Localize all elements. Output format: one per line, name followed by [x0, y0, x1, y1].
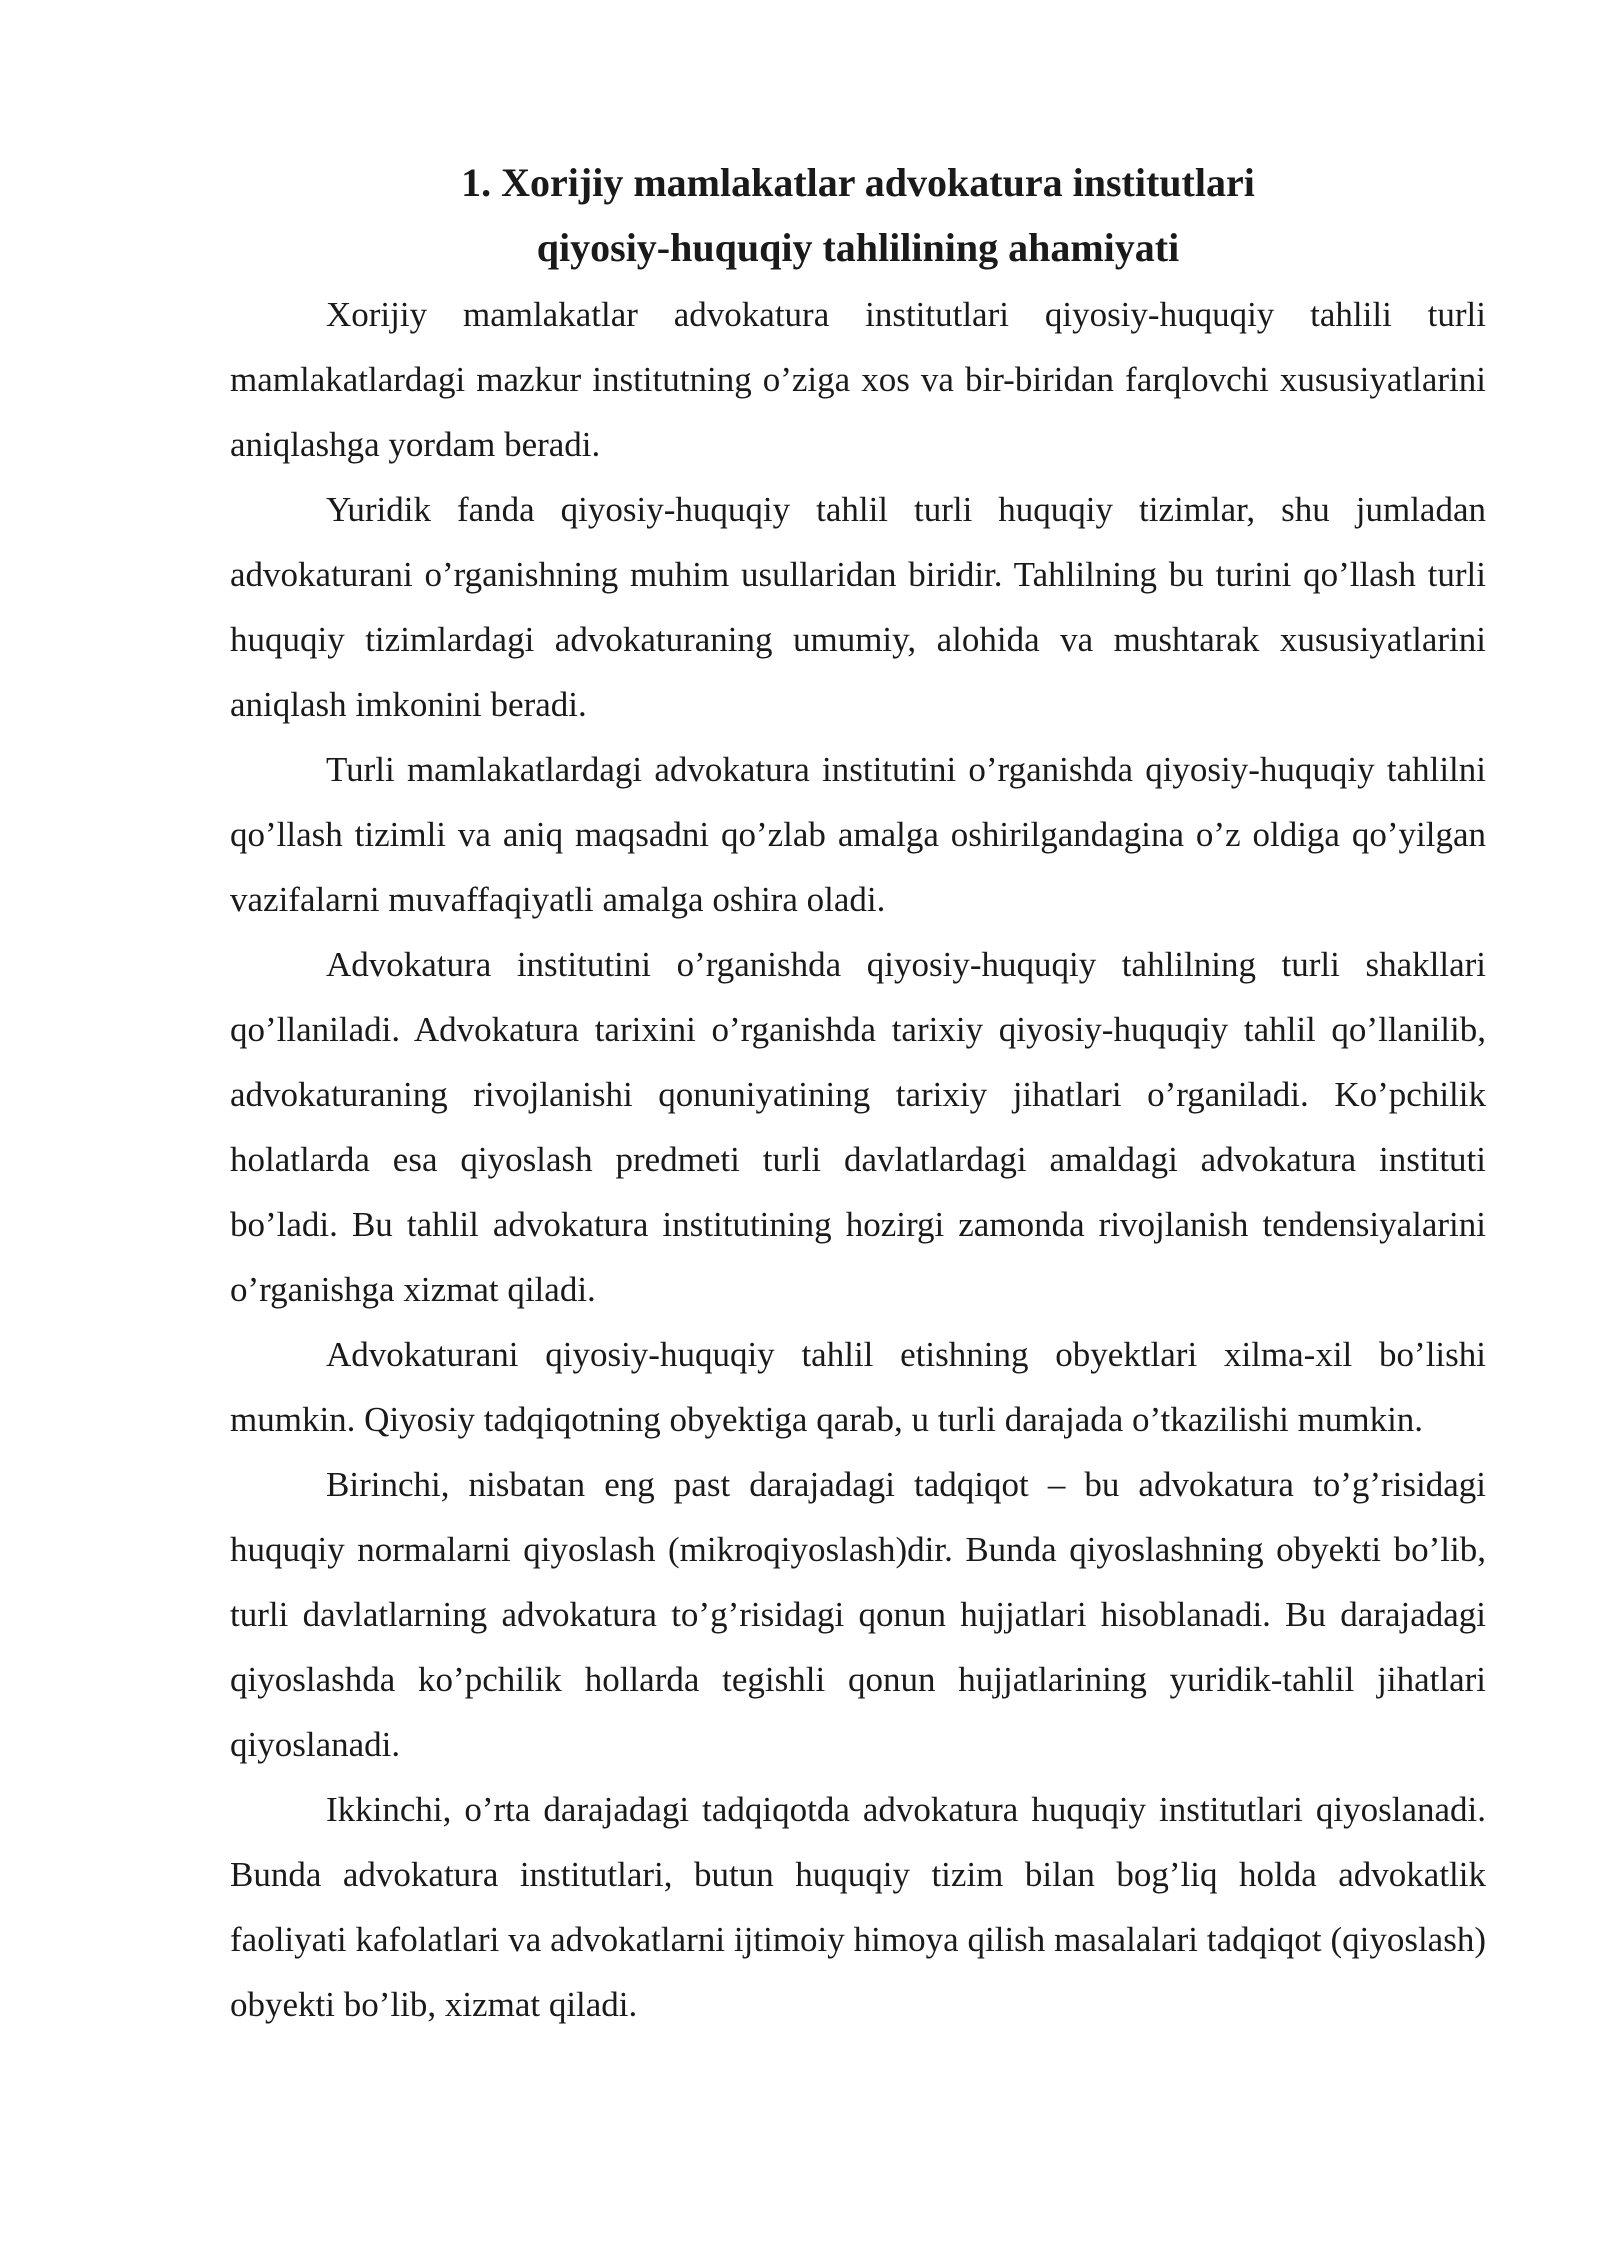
- paragraph-6: Birinchi, nisbatan eng past darajadagi tadqiqot – bu advokatura to’g’risidagi huquqiy normalarni qiyoslash (mikroqiyoslash)dir. Bunda qiyoslashning obyekti bo’lib, turli davlatlarning advokatura to’g’risidagi qonun hujjatlari hisoblanadi. Bu darajadagi qiyoslashda ko’pchilik hollarda tegishli qonun hujjatlarining yuridik-tahlil jihatlari qiyoslanadi.: [230, 1465, 1486, 1764]
- paragraph-4: Advokatura institutini o’rganishda qiyosiy-huquqiy tahlilning turli shakllari qo’llaniladi. Advokatura tarixini o’rganishda tarixiy qiyosiy-huquqiy tahlil qo’llanilib, advokaturaning rivojlanishi qonuniyatining tarixiy jihatlari o’rganiladi. Ko’pchilik holatlarda esa qiyoslash predmeti turli davlatlardagi amaldagi advokatura instituti bo’ladi. Bu tahlil advokatura institutining hozirgi zamonda rivojlanish tendensiyalarini o’rganishga xizmat qiladi.: [230, 945, 1486, 1309]
- section-title-line-1: 1. Xorijiy mamlakatlar advokatura institutlari: [461, 160, 1255, 205]
- document-page: [230, 150, 1486, 2037]
- paragraph-2: Yuridik fanda qiyosiy-huquqiy tahlil turli huquqiy tizimlar, shu jumladan advokaturani o’rganishning muhim usullaridan biridir. Tahlilning bu turini qo’llash turli huquqiy tizimlardagi advokaturaning umumiy, alohida va mushtarak xususiyatlarini aniqlash imkonini beradi.: [230, 490, 1486, 724]
- paragraph-3: Turli mamlakatlardagi advokatura institutini o’rganishda qiyosiy-huquqiy tahlilni qo’llash tizimli va aniq maqsadni qo’zlab amalga oshirilgandagina o’z oldiga qo’yilgan vazifalarni muvaffaqiyatli amalga oshira oladi.: [230, 750, 1486, 919]
- paragraph-1: Xorijiy mamlakatlar advokatura institutlari qiyosiy-huquqiy tahlili turli mamlakatlardagi mazkur institutning o’ziga xos va bir-biridan farqlovchi xususiyatlarini aniqlashga yordam beradi.: [230, 295, 1486, 464]
- paragraph-7: Ikkinchi, o’rta darajadagi tadqiqotda advokatura huquqiy institutlari qiyoslanadi. Bunda advokatura institutlari, butun huquqiy tizim bilan bog’liq holda advokatlik faoliyati kafolatlari va advokatlarni ijtimoiy himoya qilish masalalari tadqiqot (qiyoslash) obyekti bo’lib, xizmat qiladi.: [230, 1790, 1486, 2024]
- section-title-line-2: qiyosiy-huquqiy tahlilining ahamiyati: [536, 225, 1180, 270]
- paragraph-5: Advokaturani qiyosiy-huquqiy tahlil etishning obyektlari xilma-xil bo’lishi mumkin. Qiyosiy tadqiqotning obyektiga qarab, u turli darajada o’tkazilishi mumkin.: [230, 1335, 1486, 1439]
- section-title: [230, 150, 1486, 280]
